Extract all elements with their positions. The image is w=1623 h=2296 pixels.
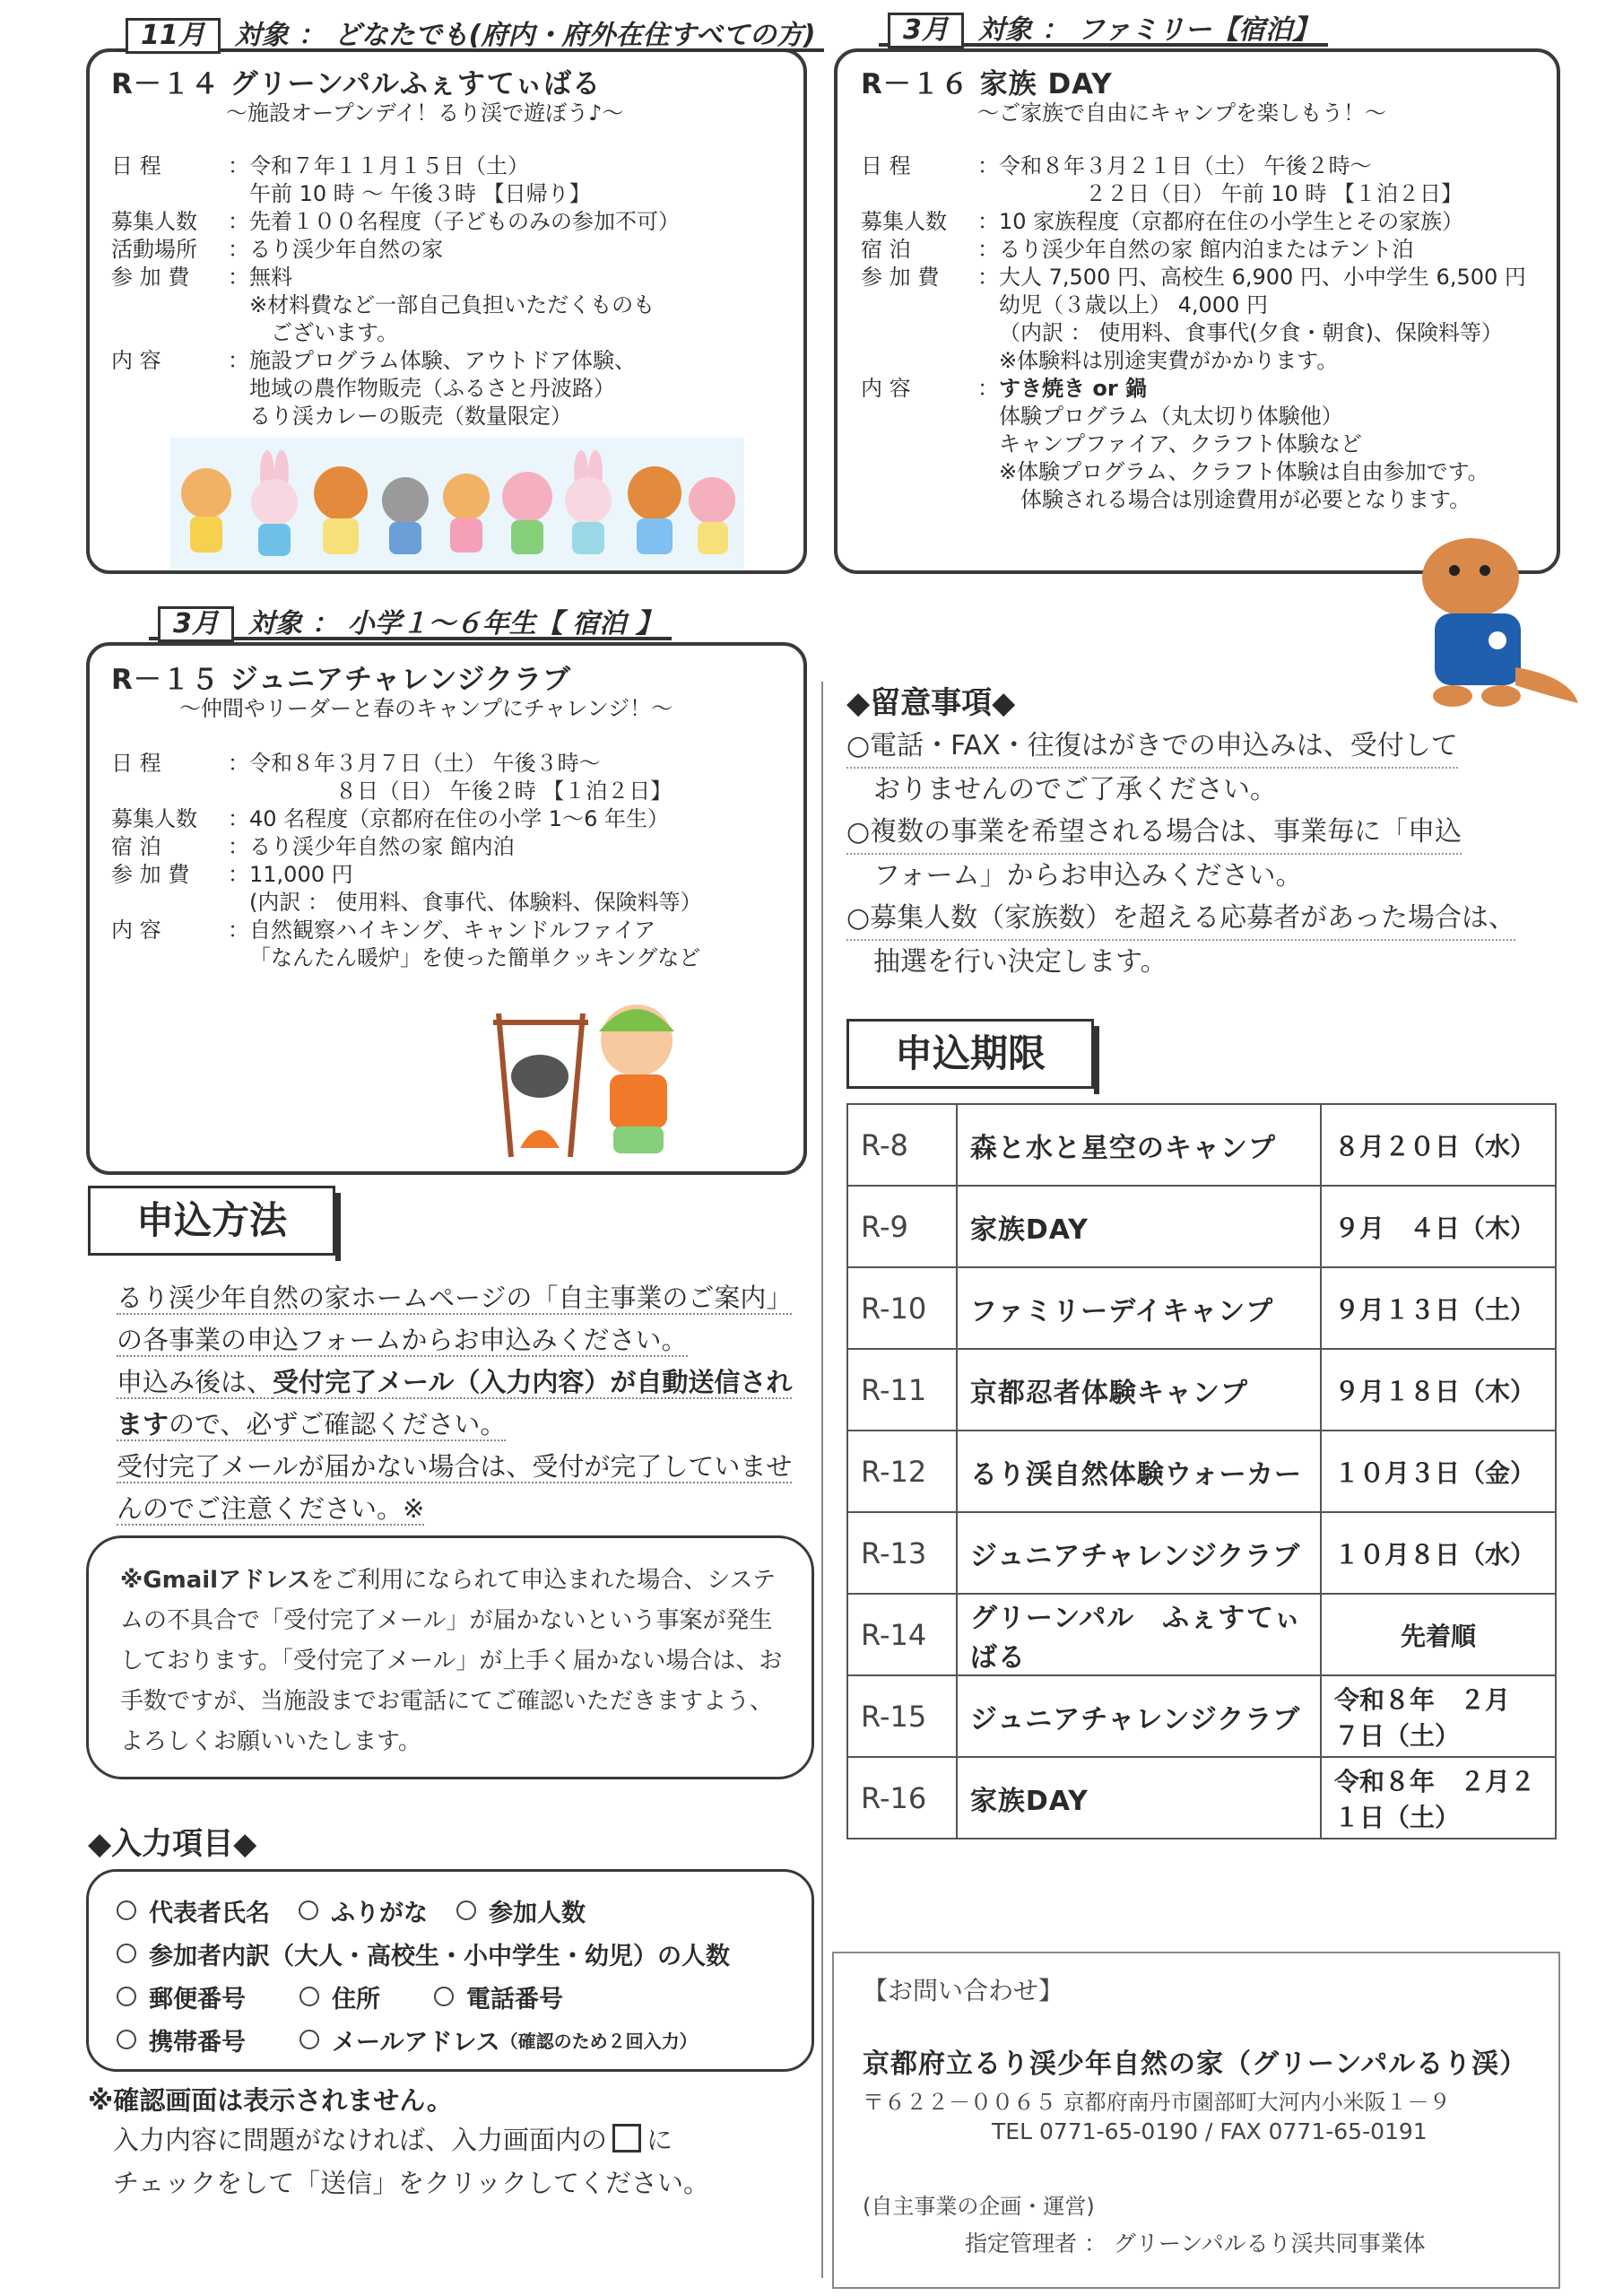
event-title-r14: R－１４ グリーンパルふぇすてぃばる [111, 68, 602, 100]
detail-row [861, 375, 1551, 403]
input-line-3 [117, 1975, 807, 2018]
detail-row [111, 750, 793, 778]
cooking-kid-illustration [484, 978, 699, 1166]
detail-value: キャンプファイア、クラフト体験など [999, 431, 1362, 457]
detail-row [861, 236, 1551, 264]
event-tag-r16 [879, 13, 1328, 47]
detail-label: 募集人数 [861, 209, 947, 234]
detail-colon [228, 319, 249, 347]
circle-bullet-icon [117, 1987, 136, 2006]
deadline-code: R-8 [847, 1104, 957, 1186]
method-paragraph-1: るり渓少年自然の家ホームページの「自主事業のご案内」の各事業の申込フォームからお申込みください。 [117, 1283, 793, 1355]
event-tag-r15 [149, 606, 672, 640]
detail-label: 参 加 費 [861, 265, 940, 290]
detail-row [861, 180, 1551, 208]
detail-colon: ： [977, 237, 999, 262]
month-label: 3月 [888, 13, 964, 48]
input-item: 住所 [332, 1985, 380, 2013]
detail-value: 幼児（３歳以上） 4,000 円 [999, 292, 1268, 317]
deadline-event-name: グリーンパル ふぇすてぃばる [957, 1594, 1321, 1675]
circle-bullet-icon [117, 1900, 136, 1920]
deadline-date: ９月１３日（土） [1321, 1267, 1556, 1349]
detail-label: 参 加 費 [111, 265, 190, 290]
detail-row [861, 458, 1551, 486]
detail-value: （内訳 ： 使用料、食事代(夕食・朝食)、保険料等） [999, 320, 1503, 345]
method-paragraph-2a: 申込み後は、 [117, 1367, 273, 1397]
detail-label [111, 319, 228, 347]
detail-colon [228, 778, 249, 805]
detail-label [111, 375, 228, 403]
detail-colon: ： [977, 376, 999, 401]
event-title-r16: R－１６ 家族 DAY [861, 68, 1113, 100]
detail-value: (内訳 ： 使用料、食事代、体験料、保険料等） [249, 890, 702, 915]
circle-bullet-icon [117, 1944, 136, 1963]
deadline-event-name: ジュニアチャレンジクラブ [957, 1512, 1321, 1594]
contact-phone: TEL 0771-65-0190 / FAX 0771-65-0191 [992, 2118, 1428, 2144]
detail-value: るり渓少年自然の家 [249, 237, 443, 262]
deadline-row [847, 1186, 1556, 1267]
detail-colon: ： [977, 153, 999, 178]
note-line: 抽選を行い決定します。 [846, 946, 1167, 978]
detail-row [111, 805, 793, 833]
deadline-row [847, 1267, 1556, 1349]
detail-row [861, 486, 1551, 514]
detail-value: 令和８年３月７日（土） 午後３時～ [249, 751, 601, 776]
deadline-code: R-9 [847, 1186, 957, 1267]
notes-heading: ◆留意事項◆ [846, 685, 1016, 721]
detail-value: るり渓少年自然の家 館内泊またはテント泊 [999, 237, 1414, 262]
deadline-row [847, 1757, 1556, 1839]
deadline-date: ９月 ４日（木） [1321, 1186, 1556, 1267]
detail-value: 11,000 円 [249, 862, 353, 887]
detail-colon [977, 403, 999, 430]
detail-row [111, 236, 793, 264]
detail-value: 午前 10 時 ～ 午後３時 【日帰り】 [249, 181, 591, 206]
deadline-code: R-16 [847, 1757, 957, 1839]
detail-label: 内 容 [111, 348, 161, 373]
detail-colon [228, 403, 249, 430]
detail-value: ８日（日） 午後２時 【１泊２日】 [249, 778, 673, 804]
detail-value: 大人 7,500 円、高校生 6,900 円、小中学生 6,500 円 [999, 265, 1526, 290]
gmail-notice-bold: ※Gmailアドレス [120, 1567, 311, 1594]
method-heading: 申込方法 [88, 1186, 335, 1256]
deadline-row [847, 1104, 1556, 1186]
confirm-instruction-b: に [647, 2125, 673, 2155]
detail-row [111, 180, 793, 208]
deadline-event-name: るり渓自然体験ウォーカー [957, 1431, 1321, 1512]
detail-label: 日 程 [111, 153, 161, 178]
detail-row [111, 347, 793, 375]
detail-value: すき焼き or 鍋 [999, 376, 1148, 401]
contact-address: 〒６２２－００６５ 京都府南丹市園部町大河内小米阪１－９ [863, 2090, 1451, 2115]
detail-colon: ： [977, 209, 999, 234]
detail-row [111, 291, 793, 319]
detail-value: 40 名程度（京都府在住の小学 1～6 年生） [249, 806, 669, 831]
detail-colon: ： [228, 862, 249, 887]
detail-value: 「なんたん暖炉」を使った簡単クッキングなど [249, 945, 701, 970]
deadline-date: １０月８日（水） [1321, 1512, 1556, 1594]
detail-row [861, 152, 1551, 180]
detail-value: 体験される場合は別途費用が必要となります。 [999, 487, 1471, 512]
detail-colon [977, 291, 999, 319]
contact-heading: 【お問い合わせ】 [863, 1976, 1064, 2005]
deadline-date: 令和８年 ２月 ７日（土） [1321, 1675, 1556, 1757]
deadline-code: R-15 [847, 1675, 957, 1757]
detail-colon [228, 944, 249, 972]
detail-value: るり渓少年自然の家 館内泊 [249, 834, 515, 859]
deadline-row [847, 1349, 1556, 1431]
detail-colon [228, 180, 249, 208]
note-line: フォーム」からお申込みください。 [846, 860, 1303, 891]
event-subtitle-r14: ～施設オープンデイ！るり渓で遊ぼう♪～ [226, 100, 624, 126]
detail-value: ２２日（日） 午前 10 時 【１泊２日】 [999, 181, 1463, 206]
note-line: ○電話・FAX・往復はがきでの申込みは、受付して [846, 725, 1458, 769]
detail-colon [977, 430, 999, 458]
event-details-r14 [111, 152, 793, 430]
detail-value: 先着１００名程度（子どものみの参加不可） [249, 209, 680, 234]
deadline-date: １０月３日（金） [1321, 1431, 1556, 1512]
input-item-note: （確認のため２回入力） [499, 2030, 698, 2052]
detail-label: 内 容 [111, 918, 161, 943]
deadline-event-name: ファミリーデイキャンプ [957, 1267, 1321, 1349]
note-line: ○募集人数（家族数）を超える応募者があった場合は、 [846, 897, 1515, 941]
event-details-r16 [861, 152, 1551, 514]
detail-row [111, 917, 793, 944]
detail-value: ※体験プログラム、クラフト体験は自由参加です。 [999, 459, 1489, 484]
detail-colon: ： [228, 237, 249, 262]
event-title-r15: R－１５ ジュニアチャレンジクラブ [111, 664, 571, 696]
detail-label: 宿 泊 [111, 834, 161, 859]
detail-colon: ： [228, 153, 249, 178]
detail-row [861, 403, 1551, 430]
deadline-event-name: 家族DAY [957, 1757, 1321, 1839]
input-line-4 [117, 2018, 807, 2061]
deadline-event-name: ジュニアチャレンジクラブ [957, 1675, 1321, 1757]
event-tag-r14 [117, 18, 824, 52]
circle-bullet-icon [434, 1987, 454, 2006]
confirm-instruction-c: チェックをして「送信」をクリックしてください。 [113, 2168, 709, 2198]
detail-value: 施設プログラム体験、アウトドア体験、 [249, 348, 637, 373]
detail-row [861, 264, 1551, 291]
target-label: 対象 ： 小学１～６年生【 宿泊 】 [247, 608, 663, 639]
detail-label [111, 889, 228, 917]
deadline-heading: 申込期限 [846, 1019, 1094, 1089]
method-paragraph-3: 受付完了メールが届かない場合は、受付が完了していませんのでご注意ください。※ [117, 1451, 793, 1524]
detail-label [111, 180, 228, 208]
detail-row [111, 889, 793, 917]
detail-label: 参 加 費 [111, 862, 190, 887]
inputs-heading: ◆入力項目◆ [88, 1826, 257, 1862]
detail-value: 体験プログラム（丸太切り体験他） [999, 404, 1343, 429]
detail-colon [977, 319, 999, 347]
detail-row [111, 375, 793, 403]
contact-manager: 指定管理者 ： グリーンパルるり渓共同事業体 [965, 2231, 1426, 2257]
contact-org: 京都府立るり渓少年自然の家（グリーンパルるり渓） [863, 2048, 1528, 2080]
deadline-date: 令和８年 ２月２１日（土） [1321, 1757, 1556, 1839]
detail-row [861, 430, 1551, 458]
checkbox-icon [612, 2124, 641, 2152]
method-paragraph-2c: ので、必ずご確認ください。 [169, 1409, 507, 1439]
detail-colon: ： [228, 806, 249, 831]
detail-value: るり渓カレーの販売（数量限定） [249, 404, 572, 429]
note-line: おりませんのでご了承ください。 [846, 774, 1277, 805]
input-item: 代表者氏名 [149, 1899, 270, 1927]
detail-colon [228, 889, 249, 917]
detail-row [861, 319, 1551, 347]
target-label: 対象 ： どなたでも(府内・府外在住すべての方) [234, 20, 816, 51]
deadline-code: R-13 [847, 1512, 957, 1594]
detail-row [111, 944, 793, 972]
mascot-salamander-illustration [1408, 533, 1587, 721]
detail-label [861, 430, 977, 458]
deadline-code: R-12 [847, 1431, 957, 1512]
detail-label [111, 778, 228, 805]
circle-bullet-icon [456, 1900, 476, 1920]
detail-row [111, 319, 793, 347]
detail-value: 令和７年１１月１５日（土） [249, 153, 529, 178]
confirm-note: ※確認画面は表示されません。 [88, 2085, 453, 2116]
circle-bullet-icon [299, 2030, 319, 2049]
method-text [117, 1277, 798, 1530]
detail-value: ※材料費など一部自己負担いただくものも [249, 292, 655, 317]
input-items-list [117, 1889, 807, 2061]
input-item: 参加者内訳（大人・高校生・小中学生・幼児）の人数 [149, 1942, 730, 1970]
detail-colon [977, 180, 999, 208]
deadline-row [847, 1594, 1556, 1675]
detail-label: 宿 泊 [861, 237, 911, 262]
note-line: ○複数の事業を希望される場合は、事業毎に「申込 [846, 811, 1462, 855]
detail-label [111, 403, 228, 430]
detail-value: ございます。 [249, 320, 399, 345]
detail-label [861, 319, 977, 347]
detail-row [861, 208, 1551, 236]
detail-row [111, 778, 793, 805]
deadline-date: 先着順 [1321, 1594, 1556, 1675]
input-item: メールアドレス [332, 2028, 500, 2057]
detail-label: 募集人数 [111, 209, 197, 234]
event-details-r15 [111, 750, 793, 972]
detail-value: ※体験料は別途実費がかかります。 [999, 348, 1339, 373]
detail-colon [977, 458, 999, 486]
deadline-date: ９月１８日（木） [1321, 1349, 1556, 1431]
input-line-2 [117, 1932, 807, 1975]
detail-colon [228, 375, 249, 403]
detail-label: 日 程 [861, 153, 911, 178]
input-item: 電話番号 [466, 1985, 563, 2013]
deadline-code: R-11 [847, 1349, 957, 1431]
gmail-notice-text [120, 1561, 784, 1762]
input-item: 参加人数 [489, 1899, 586, 1927]
detail-value: 無料 [249, 265, 292, 290]
detail-label [861, 180, 977, 208]
detail-colon: ： [977, 265, 999, 290]
detail-row [111, 264, 793, 291]
input-item: ふりがな [331, 1899, 428, 1927]
detail-label: 募集人数 [111, 806, 197, 831]
event-subtitle-r16: ～ご家族で自由にキャンプを楽しもう！～ [977, 100, 1386, 126]
detail-colon: ： [228, 265, 249, 290]
gmail-notice-body: をご利用になられて申込まれた場合、システムの不具合で「受付完了メール」が届かないという事案が発生しております。「受付完了メール」が上手く届かない場合は、お手数ですが、当施設までお電話にてご確認いただきますよう、よろしくお願いいたします。 [120, 1567, 783, 1755]
detail-value: 令和８年３月２１日（土） 午後２時～ [999, 153, 1372, 178]
detail-row [111, 152, 793, 180]
detail-label [111, 944, 228, 972]
input-line-1 [117, 1889, 807, 1932]
detail-row [111, 208, 793, 236]
month-label: 11月 [126, 18, 221, 54]
detail-label [111, 291, 228, 319]
detail-colon [228, 291, 249, 319]
month-label: 3月 [158, 606, 234, 642]
detail-colon [977, 347, 999, 375]
deadline-event-name: 家族DAY [957, 1186, 1321, 1267]
detail-colon: ： [228, 209, 249, 234]
detail-label [861, 291, 977, 319]
detail-colon [977, 486, 999, 514]
heading-shadow [1094, 1026, 1099, 1094]
deadline-table [846, 1103, 1557, 1839]
detail-label: 日 程 [111, 751, 161, 776]
deadline-row [847, 1512, 1556, 1594]
detail-colon: ： [228, 918, 249, 943]
deadline-event-name: 京都忍者体験キャンプ [957, 1349, 1321, 1431]
target-label: 対象 ： ファミリー【宿泊】 [977, 14, 1320, 46]
deadline-code: R-10 [847, 1267, 957, 1349]
deadline-date: ８月２０日（水） [1321, 1104, 1556, 1186]
detail-value: 10 家族程度（京都府在住の小学生とその家族） [999, 209, 1464, 234]
heading-shadow [335, 1193, 341, 1261]
detail-label [861, 458, 977, 486]
detail-colon: ： [228, 834, 249, 859]
circle-bullet-icon [299, 1900, 318, 1920]
detail-label [861, 403, 977, 430]
circle-bullet-icon [299, 1987, 319, 2006]
deadline-code: R-14 [847, 1594, 957, 1675]
detail-row [111, 861, 793, 889]
detail-value: 自然観察ハイキング、キャンドルファイア [249, 918, 656, 943]
event-subtitle-r15: ～仲間やリーダーと春のキャンプにチャレンジ！～ [179, 696, 673, 721]
detail-row [861, 291, 1551, 319]
deadline-event-name: 森と水と星空のキャンプ [957, 1104, 1321, 1186]
detail-label: 内 容 [861, 376, 911, 401]
detail-row [111, 403, 793, 430]
detail-colon: ： [228, 348, 249, 373]
input-item: 郵便番号 [149, 1985, 246, 2013]
detail-row [861, 347, 1551, 375]
notes-list [846, 725, 1564, 983]
confirm-instruction-a: 入力内容に問題がなければ、入力画面内の [113, 2125, 608, 2155]
contact-planning: (自主事業の企画・運営) [863, 2194, 1095, 2219]
detail-label [861, 486, 977, 514]
input-item: 携帯番号 [149, 2028, 246, 2057]
detail-colon: ： [228, 751, 249, 776]
circle-bullet-icon [117, 2030, 136, 2049]
confirm-instruction [113, 2118, 709, 2205]
column-divider [821, 682, 823, 2278]
deadline-row [847, 1675, 1556, 1757]
detail-label [861, 347, 977, 375]
detail-label: 活動場所 [111, 237, 197, 262]
detail-value: 地域の農作物販売（ふるさと丹波路） [249, 376, 615, 401]
animals-illustration [170, 438, 744, 569]
detail-row [111, 833, 793, 861]
deadline-row [847, 1431, 1556, 1512]
method-paragraph-2b: 受付完了メール（入力内容）が自動送信されます [117, 1367, 793, 1439]
